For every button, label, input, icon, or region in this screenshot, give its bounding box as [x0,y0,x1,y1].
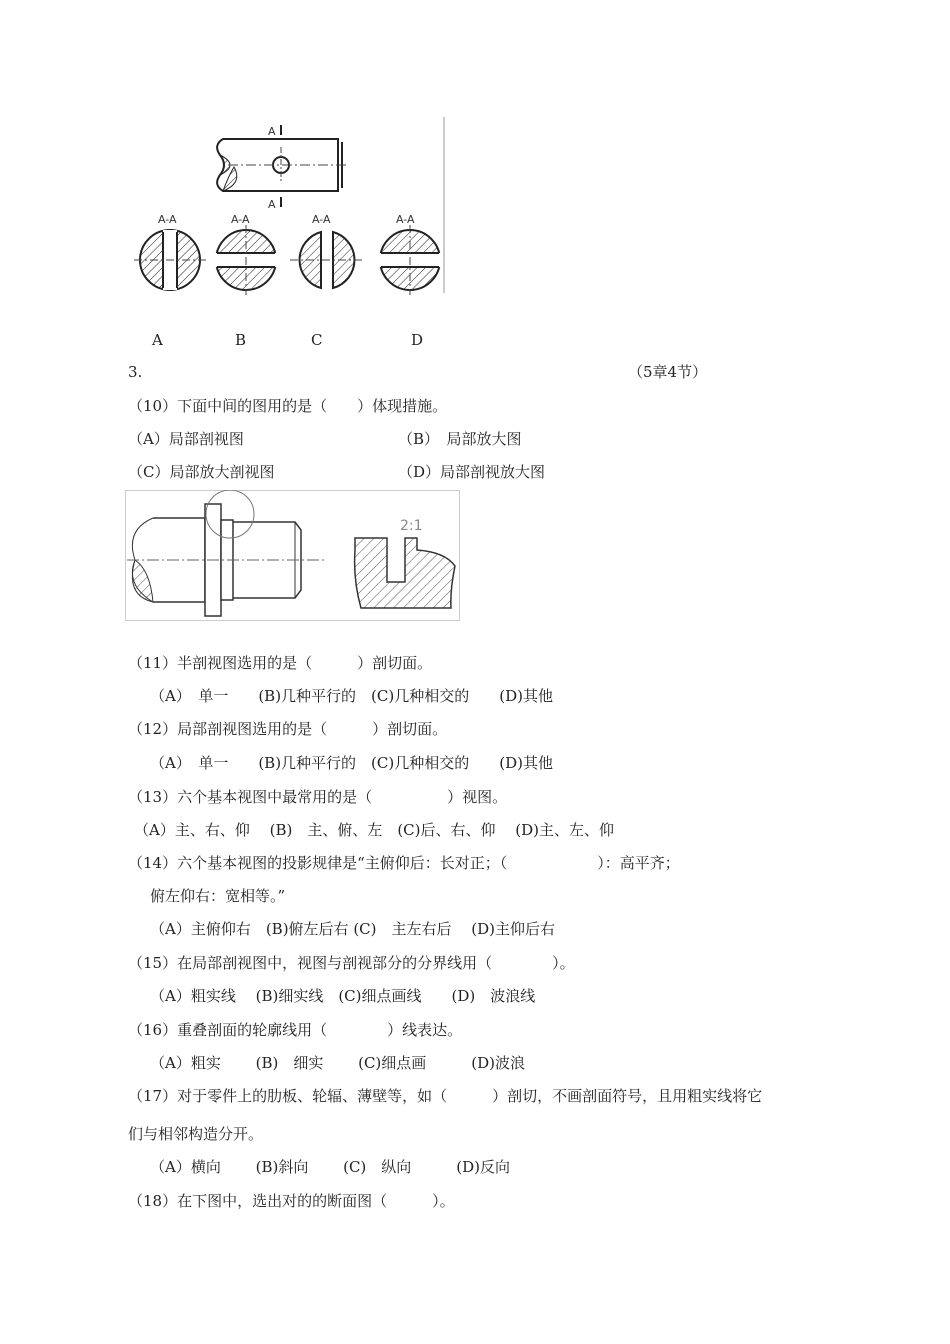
q12-stem: （12）局部剖视图选用的是（ ）剖切面。 [128,720,448,738]
enlarged-detail-figure [125,490,465,622]
section-option-c [290,213,364,288]
q14-stem: （14）六个基本视图的投影规律是“主俯仰后：长对正；（ ）：高平齐； [128,854,680,872]
option-label-a: A [152,331,163,349]
section-title-c: A-A [312,213,331,226]
q10-option-c: （C）局部放大剖视图 [128,463,275,481]
shaft-main-view [217,125,348,211]
question-number: 3. [128,363,143,381]
q14-options: （A）主俯仰右 (B)俯左后右 (C) 主左右后 (D)主仰后右 [150,920,556,938]
section-options-figure [128,115,448,295]
option-label-d: D [411,331,424,349]
cut-label-top: A [268,125,276,138]
chapter-reference: （5章4节） [628,363,708,381]
q13-stem: （13）六个基本视图中最常用的是（ ）视图。 [128,788,508,806]
q13-options: （A）主、右、仰 (B) 主、俯、左 (C)后、右、仰 (D)主、左、仰 [134,821,615,839]
q15-stem: （15）在局部剖视图中，视图与剖视部分的分界线用（ ）。 [128,954,575,972]
section-option-d [378,213,442,295]
section-title-a: A-A [158,213,177,226]
q17-stem: （17）对于零件上的肋板、轮辐、薄壁等，如（ ）剖切，不画剖面符号，且用粗实线将它 [128,1087,763,1105]
section-option-b [214,213,278,295]
q11-options: （A） 单一 (B)几种平行的 (C)几种相交的 (D)其他 [150,687,553,705]
option-label-c: C [311,331,323,349]
detail-view [355,518,455,608]
q16-options: （A）粗实 (B) 细实 (C)细点画 (D)波浪 [150,1054,526,1072]
q10-stem: （10）下面中间的图用的是（ ）体现措施。 [128,397,448,415]
q14-continuation: 俯左仰右：宽相等。” [150,887,286,905]
section-option-a [134,213,206,290]
section-title-b: A-A [231,213,250,226]
option-label-b: B [235,331,247,349]
q10-option-d: （D）局部剖视放大图 [398,463,546,481]
q10-option-b: （B） 局部放大图 [398,430,522,448]
cut-label-bottom: A [268,198,276,211]
q17-continuation: 们与相邻构造分开。 [128,1125,264,1143]
section-title-d: A-A [396,213,415,226]
q10-option-a: （A）局部剖视图 [128,430,244,448]
scale-label: 2:1 [400,518,423,534]
q15-options: （A）粗实线 (B)细实线 (C)细点画线 (D) 波浪线 [150,987,536,1005]
shaft-view [127,490,325,616]
q16-stem: （16）重叠剖面的轮廓线用（ ）线表达。 [128,1021,463,1039]
q12-options: （A） 单一 (B)几种平行的 (C)几种相交的 (D)其他 [150,754,553,772]
q17-options: （A）横向 (B)斜向 (C) 纵向 (D)反向 [150,1158,511,1176]
q11-stem: （11）半剖视图选用的是（ ）剖切面。 [128,654,433,672]
q18-stem: （18）在下图中，选出对的的断面图（ ）。 [128,1192,455,1210]
